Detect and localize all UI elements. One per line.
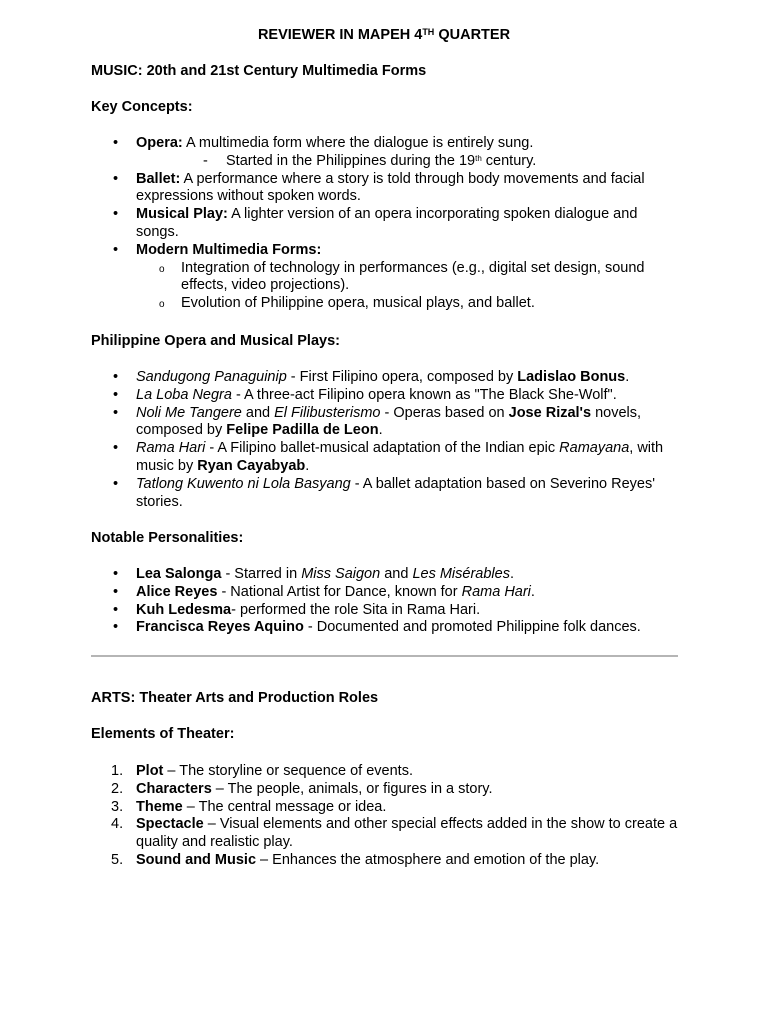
list-subitem: o Integration of technology in performances (e.g., digital set design, sound effects, video projections).: [159, 259, 645, 294]
list-subitem: o Evolution of Philippine opera, musical plays, and ballet.: [159, 295, 535, 312]
music-heading: MUSIC: 20th and 21st Century Multimedia Forms: [91, 63, 427, 79]
list-item: • Tatlong Kuwento ni Lola Basyang - A ballet adaptation based on Severino Reyes' stories.: [113, 475, 655, 510]
elements-of-theater-heading: Elements of Theater:: [91, 726, 235, 742]
list-item: • Francisca Reyes Aquino - Documented and promoted Philippine folk dances.: [113, 619, 641, 636]
list-item: • Noli Me Tangere and El Filibusterismo - Operas based on Jose Rizal's novels, composed by Felipe Padilla de Leon.: [113, 404, 642, 439]
list-item: • Opera: A multimedia form where the dialogue is entirely sung.: [113, 135, 534, 151]
document-title: REVIEWER IN MAPEH 4TH QUARTER: [257, 27, 511, 43]
list-item: 5. Sound and Music – Enhances the atmosphere and emotion of the play.: [111, 851, 600, 868]
notable-personalities-heading: Notable Personalities:: [91, 530, 244, 546]
list-item: • Musical Play: A lighter version of an opera incorporating spoken dialogue and songs.: [113, 206, 638, 240]
list-item: • Modern Multimedia Forms:: [113, 241, 322, 258]
list-item: 4. Spectacle – Visual elements and other special effects added in the show to create a quality and realistic play.: [111, 816, 678, 851]
key-concepts-heading: Key Concepts:: [91, 99, 193, 115]
elements-of-theater-list: [91, 763, 680, 870]
list-item: • Lea Salonga - Starred in Miss Saigon and Les Misérables.: [113, 566, 514, 582]
section-divider: [91, 655, 678, 657]
list-item: 3. Theme – The central message or idea.: [111, 798, 387, 815]
list-item: • Alice Reyes - National Artist for Dance, known for Rama Hari.: [113, 583, 535, 600]
list-item: • Rama Hari - A Filipino ballet-musical adaptation of the Indian epic Ramayana, with music by Ryan Cayabyab.: [113, 440, 664, 474]
key-concepts-list: [91, 135, 680, 313]
list-item: • Ballet: A performance where a story is told through body movements and facial expressions without spoken words.: [113, 170, 645, 205]
philippine-opera-heading: Philippine Opera and Musical Plays:: [91, 333, 340, 349]
notable-personalities-list: [91, 566, 680, 637]
list-item: • Kuh Ledesma- performed the role Sita in Rama Hari.: [113, 601, 481, 618]
arts-heading: ARTS: Theater Arts and Production Roles: [91, 690, 379, 706]
list-item: 1. Plot – The storyline or sequence of events.: [111, 763, 413, 779]
list-item: • La Loba Negra - A three-act Filipino opera known as "The Black She-Wolf".: [113, 386, 617, 403]
list-subitem: - Started in the Philippines during the 19th century.: [203, 152, 537, 169]
list-item: • Sandugong Panaguinip - First Filipino opera, composed by Ladislao Bonus.: [113, 369, 630, 385]
philippine-opera-list: [91, 369, 680, 511]
list-item: 2. Characters – The people, animals, or figures in a story.: [111, 780, 493, 797]
